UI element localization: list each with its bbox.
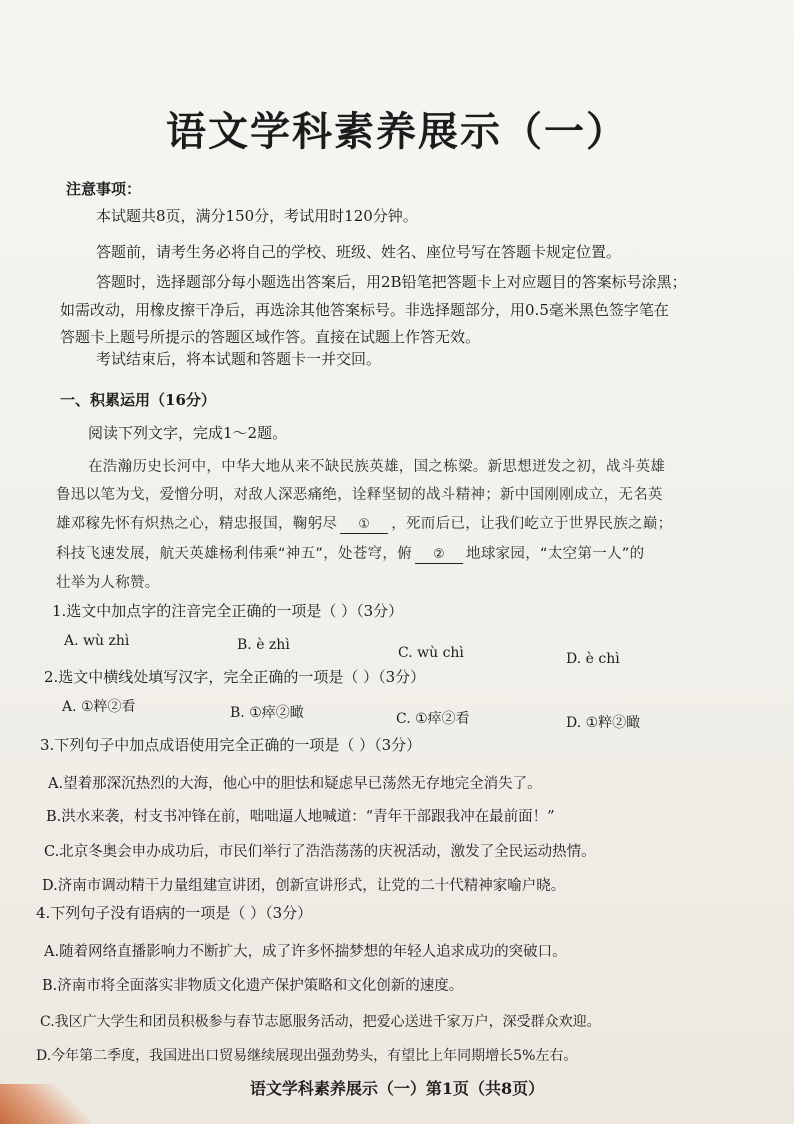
question-stem: 2.选文中横线处填写汉字，完全正确的一项是（ ）（3分） bbox=[44, 668, 426, 686]
notice-item: 答题时，选择题部分每小题选出答案后，用2B铅笔把答题卡上对应题目的答案标号涂黑； bbox=[96, 273, 687, 291]
page-title: 语文学科素养展示（一） bbox=[166, 108, 628, 155]
notice-item: 答题前，请考生务必将自己的学校、班级、姓名、座位号写在答题卡规定位置。 bbox=[96, 243, 622, 261]
option-d: D.济南市调动精干力量组建宣讲团，创新宣讲形式，让党的二十代精神家喻户晓。 bbox=[42, 878, 566, 894]
option-b: B.济南市将全面落实非物质文化遗产保护策略和文化创新的速度。 bbox=[42, 978, 464, 994]
option-c: C. ①瘁②看 bbox=[396, 711, 470, 727]
notice-item: 考试结束后，将本试题和答题卡一并交回。 bbox=[96, 350, 382, 368]
question-stem: 3.下列句子中加点成语使用完全正确的一项是（ ）（3分） bbox=[40, 736, 422, 754]
option-a: A.随着网络直播影响力不断扩大，成了许多怀揣梦想的年轻人追求成功的突破口。 bbox=[44, 944, 567, 960]
option-d: D. ①粹②瞰 bbox=[566, 715, 641, 731]
passage-text: ，死而后已，让我们屹立于世界民族之巅； bbox=[391, 516, 673, 532]
option-c: C. wù chì bbox=[398, 645, 464, 661]
passage-line: 鲁迅以笔为戈，爱憎分明，对敌人深恶痛绝，诠释坚韧的战斗精神；新中国刚刚成立，无名英 bbox=[56, 487, 663, 503]
passage-line: 在浩瀚历史长河中，中华大地从来不缺民族英雄，国之栋梁。新思想迸发之初，战斗英雄 bbox=[88, 459, 666, 475]
option-b: B. è zhì bbox=[237, 637, 290, 653]
option-d: D.今年第二季度，我国进出口贸易继续展现出强劲势头，有望比上年同期增长5%左右。 bbox=[36, 1048, 578, 1064]
section-heading: 一、积累运用（16分） bbox=[60, 391, 216, 409]
option-a: A.望着那深沉热烈的大海，他心中的胆怯和疑虑早已荡然无存地完全消失了。 bbox=[48, 776, 542, 792]
question-stem: 4.下列句子没有语病的一项是（ ）（3分） bbox=[36, 904, 313, 922]
option-a: A. wù zhì bbox=[64, 633, 130, 649]
option-a: A. ①粹②看 bbox=[62, 699, 136, 715]
passage-text: 地球家园，“太空第一人”的 bbox=[466, 546, 645, 562]
passage-text: 科技飞速发展，航天英雄杨利伟乘“神五”，处苍穹，俯 bbox=[56, 546, 413, 562]
page-footer: 语文学科素养展示（一）第1页（共8页） bbox=[249, 1079, 545, 1098]
option-c: C.我区广大学生和团员积极参与春节志愿服务活动，把爱心送进千家万户，深受群众欢迎。 bbox=[40, 1014, 601, 1030]
option-b: B. ①瘁②瞰 bbox=[230, 705, 304, 721]
blank-2: ② bbox=[415, 547, 463, 564]
option-b: B.洪水来袭，村支书冲锋在前，咄咄逼人地喊道：“青年干部跟我冲在最前面！” bbox=[46, 809, 555, 825]
notice-item: 如需改动，用橡皮擦干净后，再选涂其他答案标号。非选择题部分，用0.5毫米黑色签字笔在 bbox=[60, 301, 669, 319]
passage-line bbox=[56, 543, 644, 565]
option-d: D. è chì bbox=[566, 651, 620, 667]
blank-1: ① bbox=[340, 517, 388, 534]
section-intro: 阅读下列文字，完成1～2题。 bbox=[88, 424, 288, 442]
notice-heading: 注意事项： bbox=[66, 180, 142, 198]
notice-item: 本试题共8页，满分150分，考试用时120分钟。 bbox=[96, 207, 418, 225]
page-corner-shadow bbox=[0, 1084, 90, 1124]
passage-text: 雄邓稼先怀有炽热之心，精忠报国，鞠躬尽 bbox=[56, 516, 338, 532]
passage-line: 壮举为人称赞。 bbox=[56, 575, 160, 591]
question-stem: 1.选文中加点字的注音完全正确的一项是（ ）（3分） bbox=[52, 602, 404, 620]
passage-line bbox=[56, 513, 672, 535]
notice-item: 答题卡上题号所提示的答题区域作答。直接在试题上作答无效。 bbox=[60, 328, 481, 346]
option-c: C.北京冬奥会申办成功后，市民们举行了浩浩荡荡的庆祝活动，激发了全民运动热情。 bbox=[44, 844, 596, 860]
